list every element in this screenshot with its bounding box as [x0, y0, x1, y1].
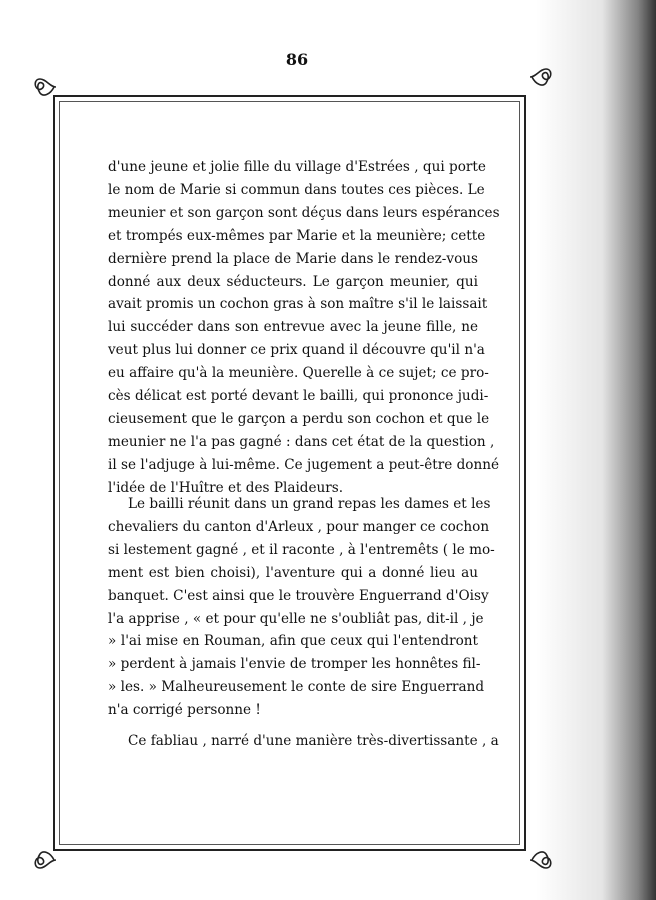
- text-line: il se l'adjuge à lui-même. Ce jugement a peut-être donné: [108, 456, 500, 473]
- text-line: lui succéder dans son entrevue avec la jeune fille, ne: [108, 319, 478, 336]
- text-line: dernière prend la place de Marie dans le rendez-vous: [108, 250, 478, 267]
- text-line: Le bailli réunit dans un grand repas les dames et les: [128, 496, 491, 512]
- text-line: meunier ne l'a pas gagné : dans cet état de la question ,: [108, 433, 495, 450]
- text-line: et trompés eux-mêmes par Marie et la meunière; cette: [108, 227, 486, 244]
- text-line: Ce fabliau , narré d'une manière très-divertissante , a: [128, 733, 499, 749]
- text-line: si lestement gagné , et il raconte , à l'entremêts ( le mo-: [108, 541, 495, 558]
- text-line: meunier et son garçon sont déçus dans leurs espérances: [108, 204, 500, 221]
- page-gutter-shadow: [536, 0, 656, 900]
- corner-ornament-icon: [526, 848, 556, 872]
- text-line: ment est bien choisi), l'aventure qui a donné lieu au: [108, 564, 478, 581]
- text-line: » perdent à jamais l'envie de tromper les honnêtes fil-: [108, 656, 481, 673]
- text-line: d'une jeune et jolie fille du village d'Estrées , qui porte: [108, 159, 486, 175]
- text-line: » les. » Malheureusement le conte de sire Enguerrand: [108, 679, 485, 696]
- paragraph-1: [108, 156, 500, 500]
- corner-ornament-icon: [526, 65, 556, 89]
- corner-ornament-icon: [30, 848, 60, 872]
- text-line: cieusement que le garçon a perdu son cochon et que le: [108, 410, 490, 427]
- page-number: 86: [285, 50, 309, 69]
- text-line: » l'ai mise en Rouman, afin que ceux qui l'entendront: [108, 633, 478, 650]
- corner-ornament-icon: [30, 75, 60, 99]
- text-line: banquet. C'est ainsi que le trouvère Enguerrand d'Oisy: [108, 587, 489, 604]
- text-line: le nom de Marie si commun dans toutes ces pièces. Le: [108, 181, 485, 198]
- paragraph-3: [108, 730, 499, 753]
- paragraph-2: [108, 493, 495, 722]
- text-line: l'a apprise , « et pour qu'elle ne s'oubliât pas, dit-il , je: [108, 610, 484, 627]
- text-line: veut plus lui donner ce prix quand il découvre qu'il n'a: [108, 342, 485, 359]
- text-line: eu affaire qu'à la meunière. Querelle à ce sujet; ce pro-: [108, 365, 489, 382]
- text-line: chevaliers du canton d'Arleux , pour manger ce cochon: [108, 518, 490, 535]
- text-line: donné aux deux séducteurs. Le garçon meunier, qui: [108, 273, 478, 290]
- text-line: cès délicat est porté devant le bailli, qui prononce judi-: [108, 388, 489, 405]
- text-line: n'a corrigé personne !: [108, 702, 261, 719]
- text-line: avait promis un cochon gras à son maître s'il le laissait: [108, 296, 488, 313]
- text-line: l'idée de l'Huître et des Plaideurs.: [108, 479, 344, 496]
